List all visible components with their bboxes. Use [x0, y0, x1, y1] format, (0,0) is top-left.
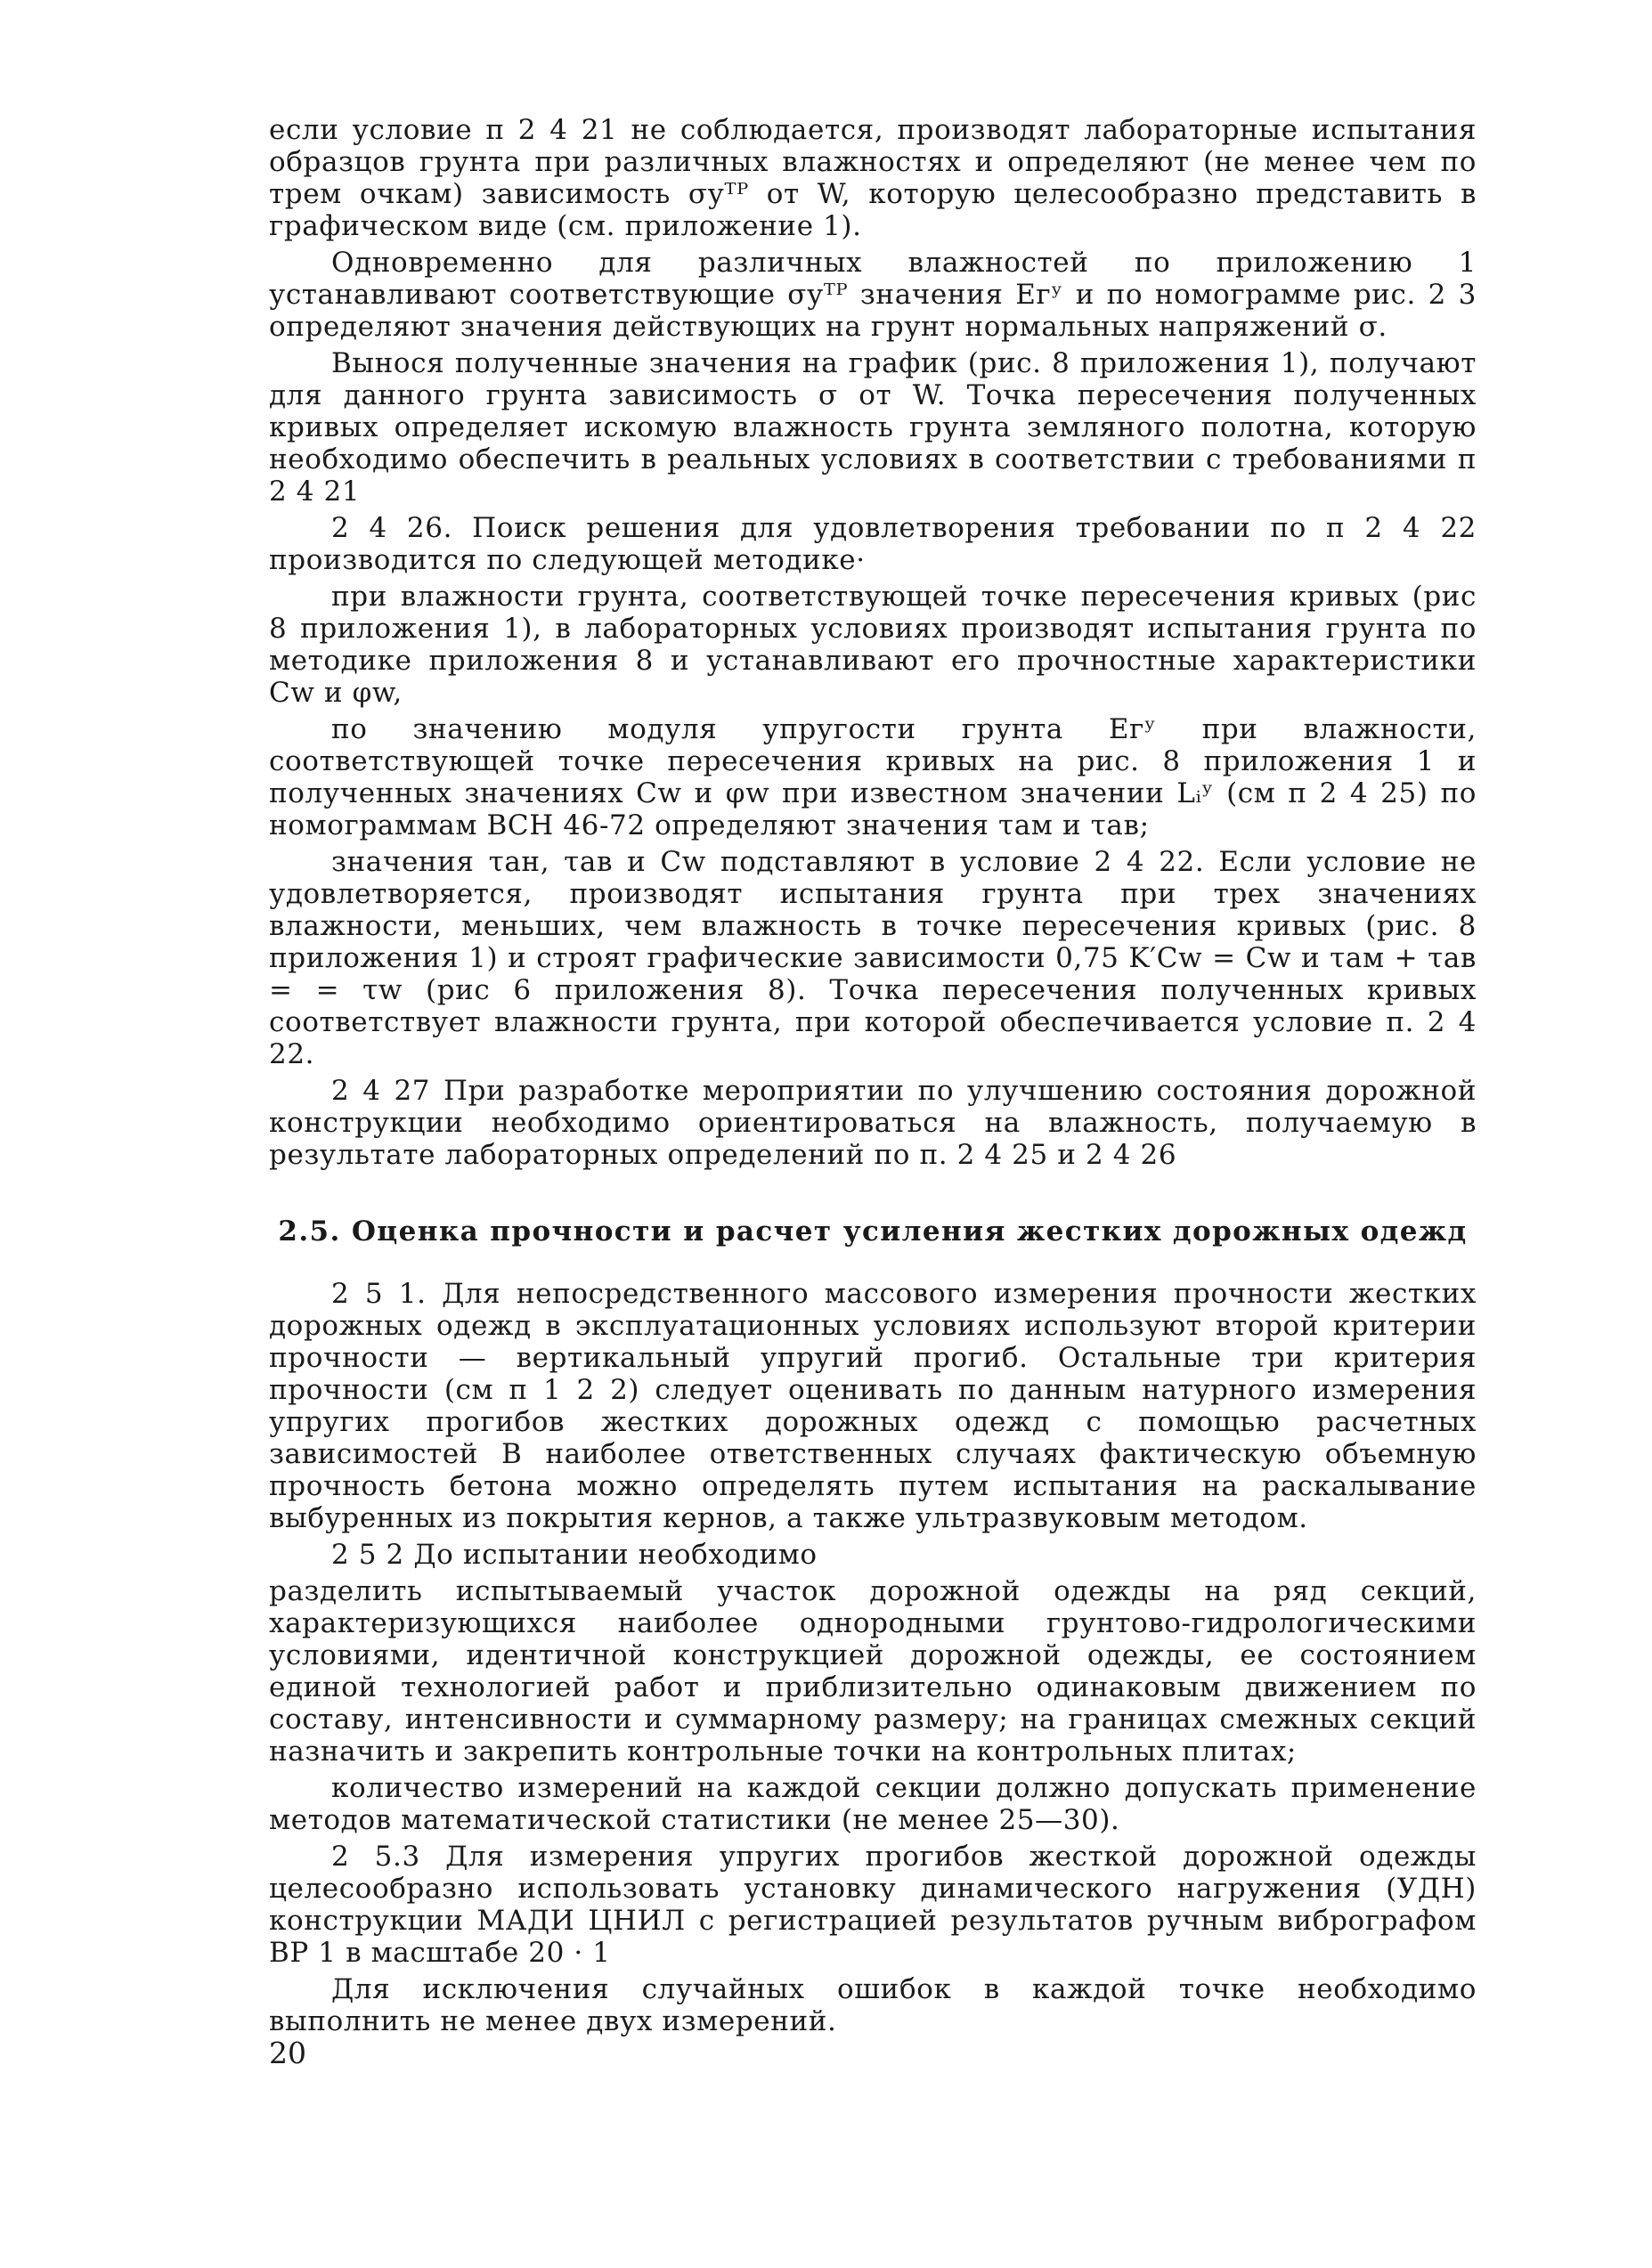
list-item: при влажности грунта, соответствующей точке пересечения кривых (рис 8 приложения 1), в лабораторных условиях производят испытания грунта по методике приложения 8 и устанавливают его прочностные характеристики Cw и φw, [269, 581, 1477, 709]
list-item: значения τан, τав и Cw подставляют в условие 2 4 22. Если условие не удовлетворяется, производят испытания грунта при трех значениях влажности, меньших, чем влажность в точке пересечения кривых (рис. 8 приложения 1) и строят графические зависимости 0,75 K′Cw = Cw и τам + τав = = τw (рис 6 приложения 8). Точка пересечения полученных кривых соответствует влажности грунта, при которой обеспечивается условие п. 2 4 22. [269, 846, 1477, 1070]
paragraph: Вынося полученные значения на график (рис. 8 приложения 1), получают для данного грунта зависимость σ от W. Точка пересечения полученных кривых определяет искомую влажность грунта земляного полотна, которую необходимо обеспечить в реальных условиях в соответствии с требованиями п 2 4 21 [269, 347, 1477, 508]
clause-2-5-2: 2 5 2 До испытании необходимо [331, 1539, 818, 1571]
paragraph: Для исключения случайных ошибок в каждой точке необходимо выполнить не менее двух измерений. [269, 1973, 1477, 2037]
clause-2-4-27: 2 4 27 При разработке мероприятии по улучшению состояния дорожной конструкции необходимо ориентироваться на влажность, получаемую в результате лабораторных определений по п. 2 4 25 и 2 4 26 [269, 1075, 1477, 1171]
list-item: количество измерений на каждой секции должно допускать применение методов математической статистики (не менее 25—30). [269, 1772, 1477, 1836]
paragraph: Одновременно для различных влажностей по приложению 1 устанавливают соответствующие σуᵀᴾ значения Eгʸ и по номограмме рис. 2 3 определяют значения действующих на грунт нормальных напряжений σ. [269, 247, 1477, 343]
section-heading: 2.5. Оценка прочности и расчет усиления жестких дорожных одежд [278, 1215, 1468, 1248]
page-number: 20 [269, 2036, 306, 2070]
clause-2-5-1: 2 5 1. Для непосредственного массового измерения прочности жестких дорожных одежд в эксплуатационных условиях используют второй критерии прочности — вертикальный упругий прогиб. Остальные три критерия прочности (см п 1 2 2) следует оценивать по данным натурного измерения упругих прогибов жестких дорожных одежд с помощью расчетных зависимостей В наиболее ответственных случаях фактическую объемную прочность бетона можно определять путем испытания на раскалывание выбуренных из покрытия кернов, а также ультразвуковым методом. [269, 1278, 1477, 1534]
text-column [269, 114, 1477, 2042]
paragraph: если условие п 2 4 21 не соблюдается, производят лабораторные испытания образцов грунта при различных влажностях и определяют (не менее чем по трем очкам) зависимость σуᵀᴾ от W, которую целесообразно представить в графическом виде (см. приложение 1). [269, 114, 1477, 242]
clause-2-5-3: 2 5.3 Для измерения упругих прогибов жесткой дорожной одежды целесообразно использовать установку динамического нагружения (УДН) конструкции МАДИ ЦНИЛ с регистрацией результатов ручным вибрографом ВР 1 в масштабе 20 · 1 [269, 1841, 1477, 1969]
list-item: по значению модуля упругости грунта Eгʸ при влажности, соответствующей точке пересечения кривых на рис. 8 приложения 1 и полученных значениях Cw и φw при известном значении Lᵢʸ (см п 2 4 25) по номограммам ВСН 46-72 определяют значения τам и τав; [269, 713, 1477, 841]
list-item: разделить испытываемый участок дорожной одежды на ряд секций, характеризующихся наиболее однородными грунтово-гидрологическими условиями, идентичной конструкцией дорожной одежды, ее состоянием единой технологией работ и приблизительно одинаковым движением по составу, интенсивности и суммарному размеру; на границах смежных секций назначить и закрепить контрольные точки на контрольных плитах; [269, 1575, 1477, 1768]
clause-2-4-26: 2 4 26. Поиск решения для удовлетворения требовании по п 2 4 22 производится по следующей методике· [269, 512, 1477, 576]
